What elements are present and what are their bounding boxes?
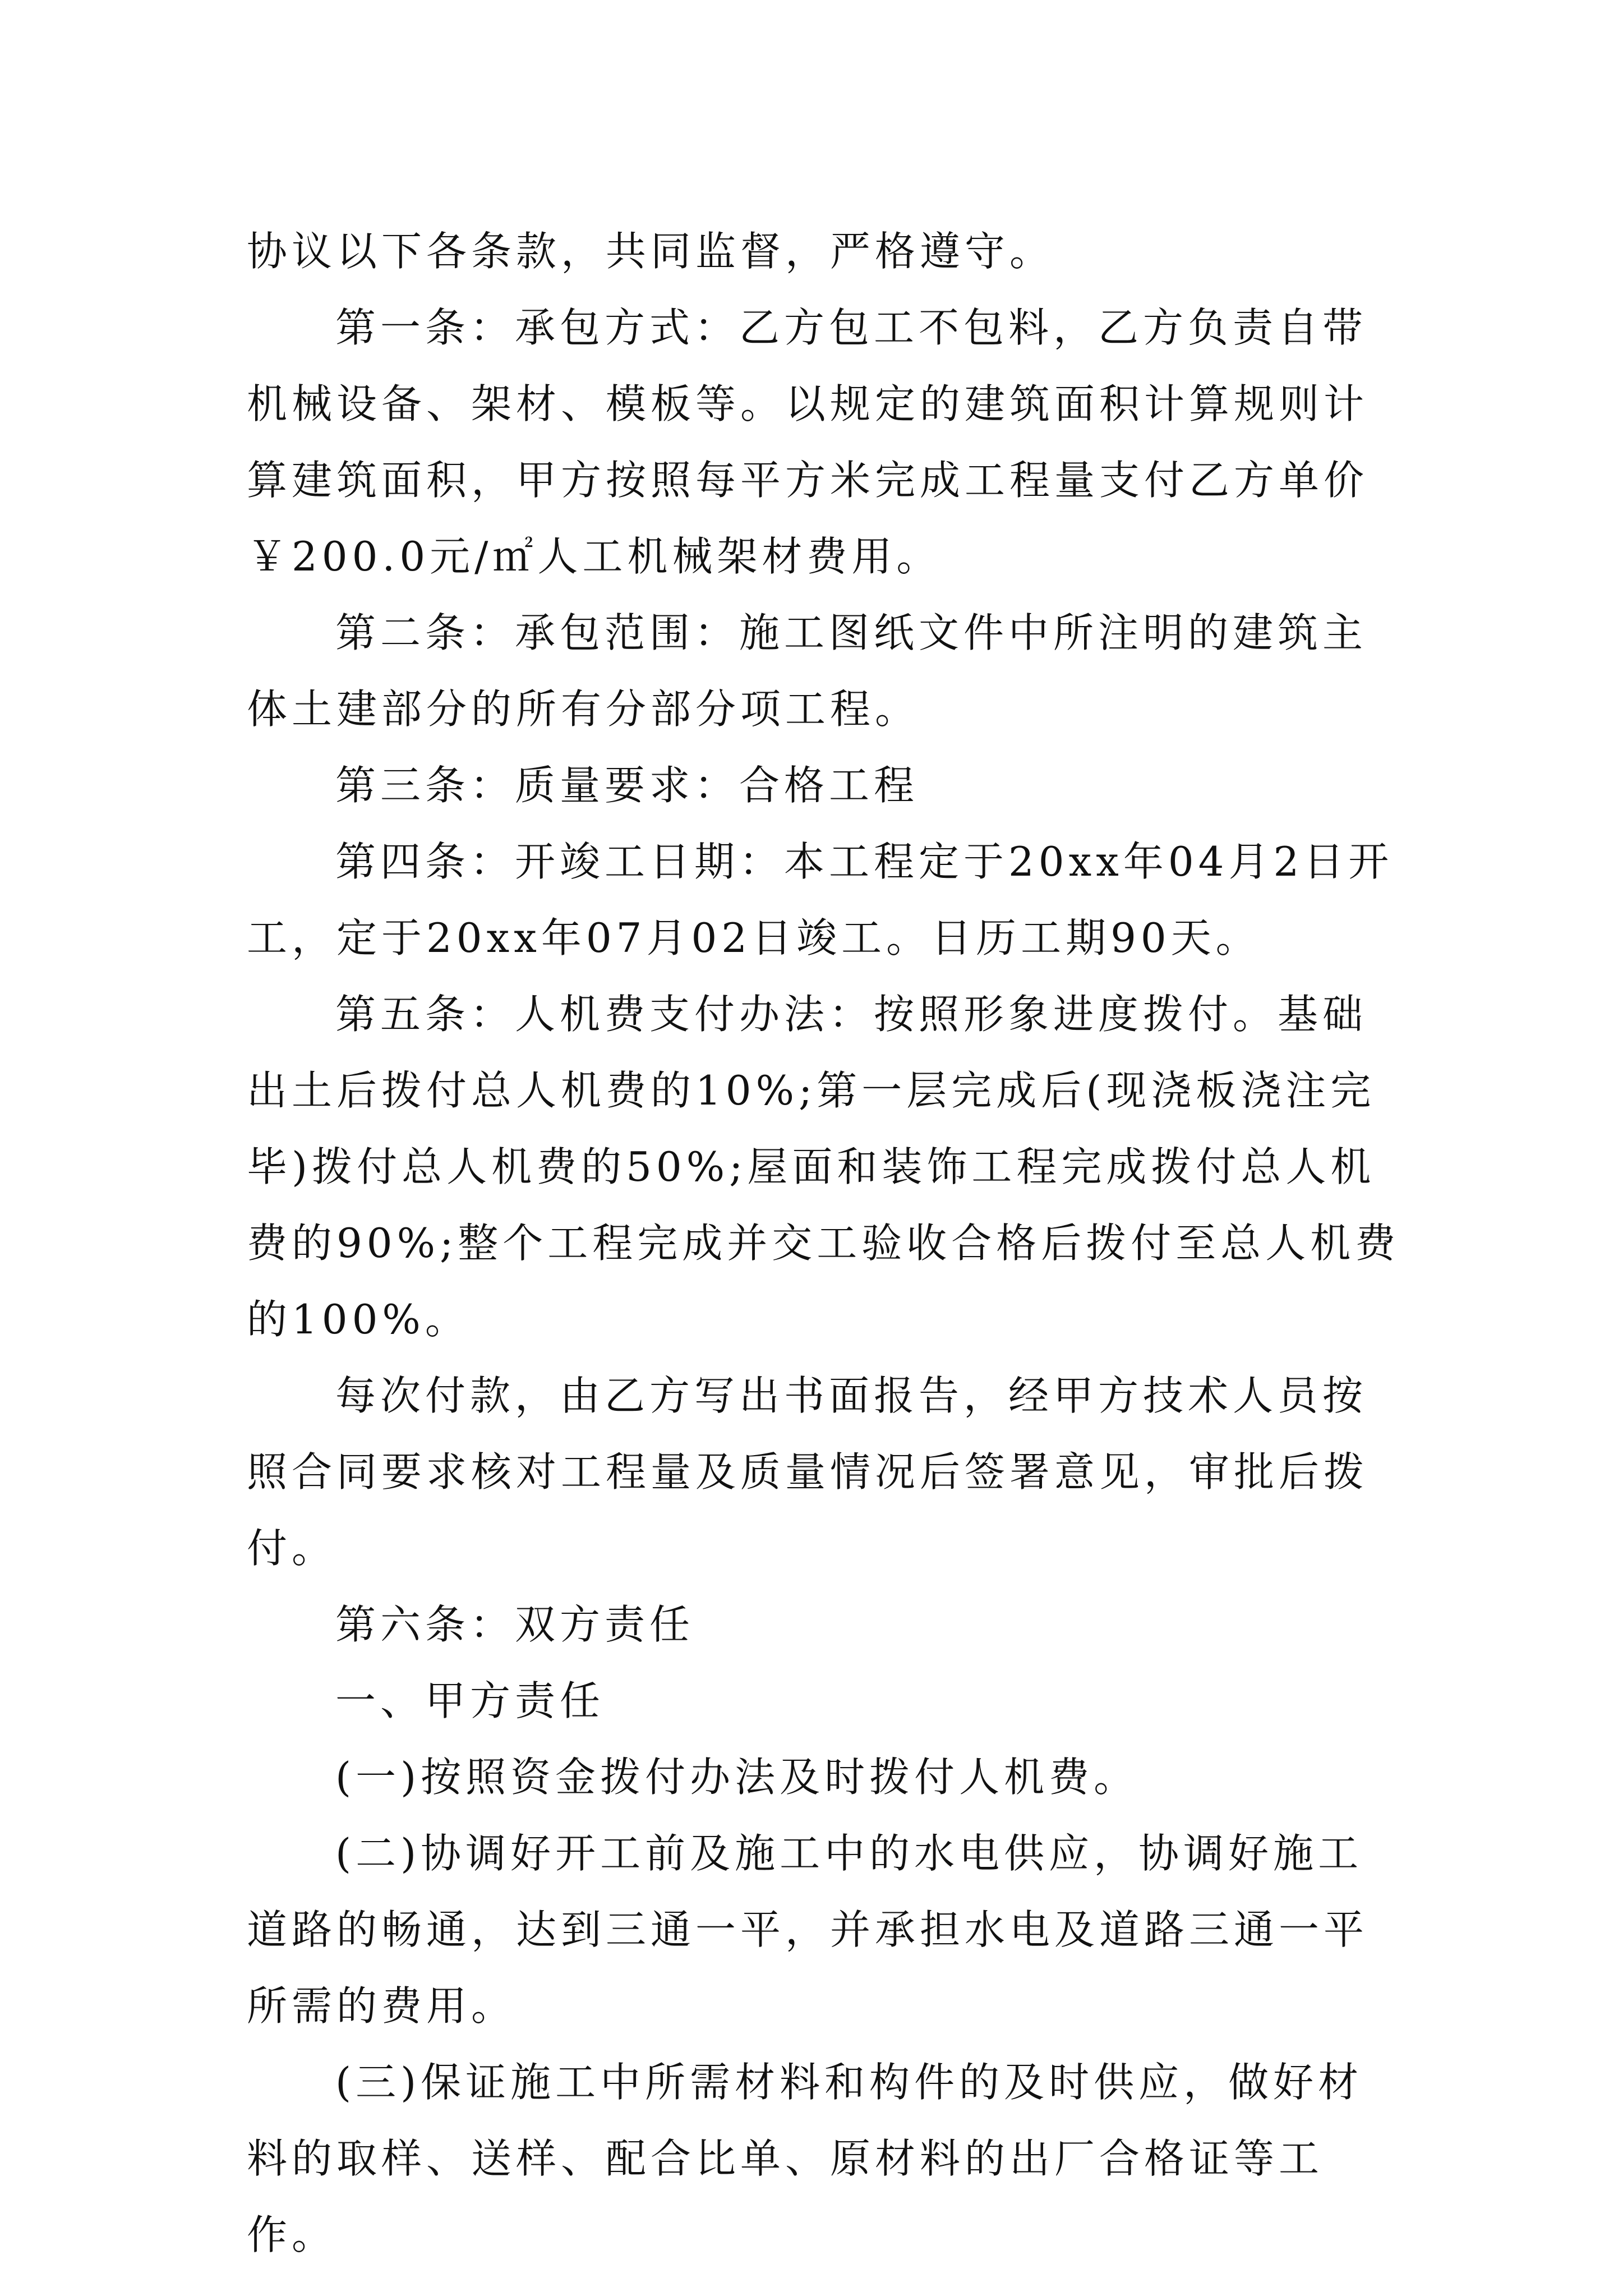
paragraph-article-1: 第一条：承包方式：乙方包工不包料，乙方负责自带机械设备、架材、模板等。以规定的建筑面积计算规则计算建筑面积，甲方按照每平方米完成工程量支付乙方单价￥200.0元/㎡人工机械架材费用。 — [247, 304, 1369, 580]
paragraph-party-a-item-2: (二)协调好开工前及施工中的水电供应，协调好施工道路的畅通，达到三通一平，并承担水电及道路三通一平所需的费用。 — [247, 1830, 1369, 2030]
paragraph-agreement-closing: 协议以下各条款，共同监督，严格遵守。 — [247, 228, 1055, 275]
paragraph-party-a-item-1: (一)按照资金拨付办法及时拨付人机费。 — [335, 1754, 1139, 1801]
paragraph-party-a-heading: 一、甲方责任 — [335, 1677, 605, 1724]
paragraph-payment-procedure: 每次付款，由乙方写出书面报告，经甲方技术人员按照合同要求核对工程量及质量情况后签署意见，审批后拨付。 — [247, 1372, 1369, 1572]
paragraph-article-4: 第四条：开竣工日期：本工程定于20xx年04月2日开工，定于20xx年07月02日竣工。日历工期90天。 — [247, 838, 1394, 961]
paragraph-article-2: 第二条：承包范围：施工图纸文件中所注明的建筑主体土建部分的所有分部分项工程。 — [247, 609, 1368, 733]
paragraph-article-6: 第六条：双方责任 — [335, 1601, 695, 1648]
paragraph-article-5: 第五条：人机费支付办法：按照形象进度拨付。基础出土后拨付总人机费的10%;第一层完成后(现浇板浇注完毕)拨付总人机费的50%;屋面和装饰工程完成拨付总人机费的90%;整个工程完成并交工验收合格后拨付至总人机费的100%。 — [247, 991, 1400, 1343]
paragraph-party-a-item-3: (三)保证施工中所需材料和构件的及时供应，做好材料的取样、送样、配合比单、原材料的出厂合格证等工作。 — [247, 2059, 1363, 2258]
document-body — [247, 213, 1408, 2273]
paragraph-article-3: 第三条：质量要求：合格工程 — [335, 762, 919, 809]
